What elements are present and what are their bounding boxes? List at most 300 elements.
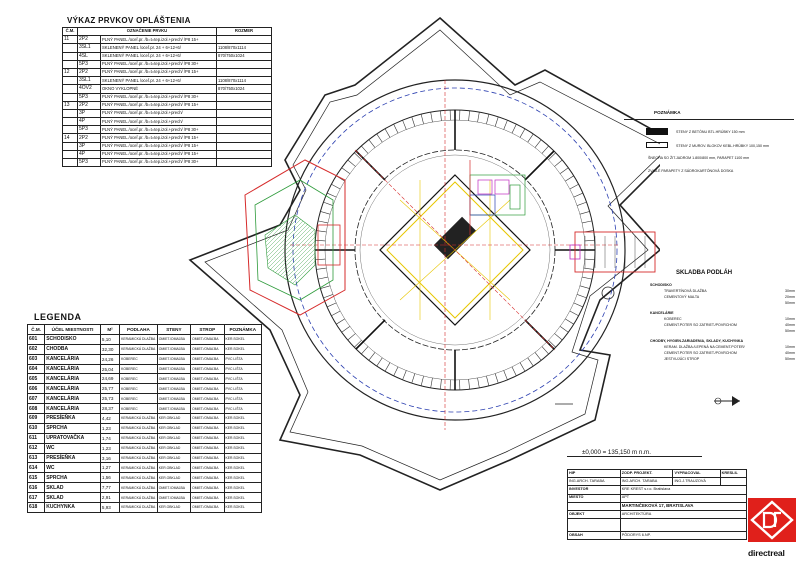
legend-cell: KERAMICKÁ DLAŽBA (120, 463, 158, 473)
skladba-item (650, 317, 795, 321)
vykaz-cell: 2P2 (78, 134, 101, 142)
legend-cell: KANCELÁRIA (45, 354, 101, 364)
legend-cell: 7,77 (100, 483, 119, 493)
legend-cell: OMIET./OMAĽBA (191, 354, 224, 364)
legend-cell: OMIET./OMAĽBA (191, 453, 224, 463)
vykaz-cell: 5P3 (78, 126, 101, 134)
title-block (567, 469, 747, 540)
ring-tick (412, 374, 415, 384)
legend-cell: KER.OBKLAD (157, 414, 190, 424)
vykaz-cell: 2P2 (78, 68, 101, 76)
ring-tick (478, 378, 480, 388)
ring-tick (385, 129, 390, 138)
note-title: POZNÁMKA (654, 110, 681, 115)
vykaz-cell: OKNO VYKLOPNÉ (101, 85, 217, 93)
vykaz-header: Č.M. (63, 28, 78, 36)
note-swatch-block (646, 142, 668, 148)
legend-cell: 608 (28, 404, 45, 414)
logo-text: directreal (748, 548, 785, 558)
note-line: ŠNECHA SO ŽIT.JADROM 1.800/800 mm, PARAPET 1100 mm (648, 156, 750, 160)
skladba-section-title: CHODBY, HYGIEN.ZARIADENIA, SKLADY, KUCHYNKA (650, 339, 744, 343)
legend-cell: SPRCHA (45, 423, 101, 433)
vykaz-cell: PLNÝ PANEL /oceľ.pr. /b=t=tep.izol.+prech/ (101, 118, 217, 126)
ring-tick (431, 112, 433, 122)
ring-tick (555, 334, 563, 340)
ring-tick (431, 378, 433, 388)
legend-cell: KER.SOKEL (224, 453, 262, 463)
vykaz-cell (63, 44, 78, 52)
ring-tick (520, 363, 525, 372)
directreal-logo (748, 498, 796, 558)
ring-tick (412, 117, 415, 127)
legend-cell: OMIET./OMAĽBA (191, 493, 224, 503)
legend-cell: KOBEREC (120, 374, 158, 384)
legend-cell: OMIET./OMAĽBA (157, 404, 190, 414)
ring-tick (361, 347, 368, 354)
ring-tick (377, 134, 383, 142)
ring-tick (421, 114, 423, 124)
skladba-item-label: TRAVERTÍNOVÁ DLAŽBA (664, 289, 707, 293)
skladba-item-label (650, 301, 664, 305)
skladba-item-thickness: 50mm (785, 301, 795, 305)
legend-cell: SKLAD (45, 483, 101, 493)
legend-cell: PRESÍEŇKA (45, 414, 101, 424)
ring-tick (495, 117, 498, 127)
legend-header: POZNÁMKA (224, 325, 262, 335)
north-arrow-icon (712, 392, 744, 410)
vykaz-cell: 2P2 (78, 101, 101, 109)
legend-cell: WC (45, 443, 101, 453)
legend-cell: 1,23 (100, 423, 119, 433)
legend-cell: KERAMICKÁ DLAŽBA (120, 503, 158, 513)
legend-cell: 4,42 (100, 414, 119, 424)
legend-cell: 611 (28, 433, 45, 443)
legend-header: ÚČEL MIESTNOSTI (45, 325, 101, 335)
vykaz-cell: 870/750x1024 (217, 85, 272, 93)
legend-cell: 607 (28, 394, 45, 404)
vykaz-cell: 1108/870x1114 (217, 44, 272, 52)
ring-tick (342, 326, 350, 332)
tb-name: ING.ARCH. TARABA (620, 478, 673, 486)
legend-cell: WC (45, 463, 101, 473)
legend-header: M² (100, 325, 119, 335)
tb-header: HIP (568, 470, 621, 478)
tb-value: ARCHITEKTÚRA (620, 510, 746, 518)
legend-cell: OMIET./OMAĽBA (191, 473, 224, 483)
ring-tick (582, 277, 592, 279)
legend-cell: 614 (28, 463, 45, 473)
legend-cell: OMIET./OMAĽBA (191, 344, 224, 354)
legend-cell: PVC LIŠTA (224, 354, 262, 364)
legend-cell: OMIET./OMAĽBA (191, 384, 224, 394)
legend-cell: OMIET./OMAĽBA (191, 463, 224, 473)
vykaz-cell: 1108/870x1114 (217, 77, 272, 85)
logo-mark-icon (748, 498, 796, 542)
tb-label: INVESTOR (568, 486, 621, 494)
skladba-item-label: KERAM. DLAŽBA /LEPENÁ NA CEMENT.POTER/ (664, 345, 745, 349)
legend-cell: OMIET./OMAĽBA (191, 433, 224, 443)
note-line: ZVISLÉ PARAPETY Z SÁDROKARTÓNOVÁ DOSKA (648, 169, 734, 173)
skladba-item-label: CEMENTOVÝ MALTA (664, 295, 700, 299)
outer-star-outline (190, 18, 660, 490)
skladba-item-thickness: 30mm (785, 289, 795, 293)
legend-cell: KER.OBKLAD (157, 443, 190, 453)
vykaz-cell: SKLENENÝ PANEL /oceľ.pr. 24 + 6+12+6/ (101, 77, 217, 85)
vykaz-cell: SKLENENÝ PANEL /oceľ.pr. 24 + 6+12+6/ (101, 52, 217, 60)
skladba-item (650, 301, 795, 305)
skladba-item (650, 357, 795, 361)
skladba-item-label: CEMENT.POTER SO ZATRIET./POVRCHOM (664, 323, 737, 327)
ring-tick (394, 124, 398, 133)
skladba-list (650, 283, 795, 361)
legend-cell: OMIET./OMAĽBA (157, 334, 190, 344)
legend-cell: 601 (28, 334, 45, 344)
legend-cell: OMIET./OMAĽBA (191, 404, 224, 414)
ring-tick (323, 202, 332, 205)
skladba-item (650, 345, 795, 349)
legend-cell: CHODBA (45, 344, 101, 354)
ring-tick (318, 221, 328, 223)
ring-tick (348, 334, 356, 340)
vykaz-cell: 13 (63, 101, 78, 109)
skladba-item-label: CEMENT.POTER SO ZATRIET./POVRCHOM (664, 351, 737, 355)
vykaz-cell: PLNÝ PANEL /oceľ.pr. /b=t=tep.izol.+prech/ /P8 30+ (101, 60, 217, 68)
vykaz-cell: PLNÝ PANEL /oceľ.pr. /b=t=tep.izol.+prech/ /P8 15+ (101, 68, 217, 76)
legend-cell: KER.SOKEL (224, 463, 262, 473)
legend-cell: OMIET./OMAĽBA (191, 394, 224, 404)
skladba-item (650, 351, 795, 355)
ring-tick (585, 259, 595, 260)
ring-tick (565, 319, 573, 324)
ring-tick (542, 146, 549, 153)
legend-cell: SPRCHA (45, 473, 101, 483)
legend-cell: 25,77 (100, 384, 119, 394)
left-annex (245, 160, 345, 315)
vykaz-header: OZNAČENIE PRVKU (78, 28, 217, 36)
skladba-title: SKLADBA PODLÁH (676, 270, 733, 276)
legend-header: PODLAHA (120, 325, 158, 335)
legend-cell: KER.SOKEL (224, 493, 262, 503)
ring-tick (331, 311, 340, 316)
vykaz-cell: 3P (78, 142, 101, 150)
skladba-item-label (650, 329, 664, 333)
vykaz-cell: PLNÝ PANEL /oceľ.pr. /b=t=tep.izol.+prech/ /P8 15+ (101, 142, 217, 150)
ring-tick (560, 168, 568, 174)
vykaz-cell: 5P3 (78, 93, 101, 101)
skladba-item (650, 289, 795, 293)
ring-tick (512, 367, 516, 376)
legend-cell: KANCELÁRIA (45, 404, 101, 414)
legend-cell: KER.SOKEL (224, 344, 262, 354)
legend-cell: OMIET./OMAĽBA (157, 374, 190, 384)
legend-cell: KERAMICKÁ DLAŽBA (120, 414, 158, 424)
skladba-section-title: KANCELÁRIE (650, 311, 674, 315)
ring-tick (582, 221, 592, 223)
legend-cell: PVC LIŠTA (224, 384, 262, 394)
ring-tick (535, 352, 541, 360)
ring-tick (570, 311, 579, 316)
tb-name (720, 478, 746, 486)
legend-header: Č.M. (28, 325, 45, 335)
vykaz-cell (63, 142, 78, 150)
legend-cell: KOBEREC (120, 354, 158, 364)
legend-cell: 603 (28, 354, 45, 364)
legend-cell: 25,04 (100, 364, 119, 374)
legend-cell: OMIET./OMAĽBA (157, 384, 190, 394)
ring-tick (348, 160, 356, 166)
legend-header: STROP (191, 325, 224, 335)
vykaz-cell: 4P (78, 118, 101, 126)
legend-cell: KUCHYNKA (45, 503, 101, 513)
legend-cell: OMIET./OMAĽBA (191, 423, 224, 433)
legend-cell: 1,56 (100, 473, 119, 483)
legend-cell: OMIET./OMAĽBA (191, 334, 224, 344)
ring-tick (331, 184, 340, 189)
skladba-item-label: JESTVUJÚCI STROP (664, 357, 700, 361)
legend-cell: OMIET./OMAĽBA (157, 493, 190, 503)
legend-cell: 618 (28, 503, 45, 513)
vykaz-cell: 870/750x1024 (217, 52, 272, 60)
ring-tick (403, 120, 407, 129)
ring-tick (315, 240, 325, 241)
skladba-item-thickness: 40mm (785, 351, 795, 355)
legend-cell: 1,27 (100, 463, 119, 473)
vykaz-cell (63, 93, 78, 101)
tb-label: OBJEKT (568, 510, 621, 518)
legend-cell: KANCELÁRIA (45, 394, 101, 404)
skladba-item-label: KOBEREC (664, 317, 682, 321)
tb-label: MIESTO (568, 494, 621, 502)
legend-cell: 602 (28, 344, 45, 354)
ring-tick (504, 371, 508, 380)
legend-cell: 2,91 (100, 493, 119, 503)
tb-value: APT (620, 494, 746, 502)
legend-cell: OMIET./OMAĽBA (157, 344, 190, 354)
legend-cell: KER.OBKLAD (157, 433, 190, 443)
ring-tick (584, 268, 594, 269)
legend-cell: KERAMICKÁ DLAŽBA (120, 493, 158, 503)
legend-cell: 1,23 (100, 443, 119, 453)
vykaz-header: ROZMER (217, 28, 272, 36)
legend-cell: 605 (28, 374, 45, 384)
legend-cell: KER.SOKEL (224, 483, 262, 493)
legend-cell: KOBEREC (120, 364, 158, 374)
ring-tick (560, 326, 568, 332)
ring-tick (512, 124, 516, 133)
legend-cell: KANCELÁRIA (45, 364, 101, 374)
vykaz-cell: PLNÝ PANEL /oceľ.pr. /b=t=tep.izol.+prech/ /P8 30+ (101, 159, 217, 167)
ring-tick (394, 367, 398, 376)
ring-tick (486, 376, 488, 386)
vykaz-cell: PLNÝ PANEL /oceľ.pr. /b=t=tep.izol.+prech/ /P8 15+ (101, 101, 217, 109)
vykaz-cell: PLNÝ PANEL /oceľ.pr. /b=t=tep.izol.+prech/ /P8 15+ (101, 134, 217, 142)
legend-cell: KER.OBKLAD (157, 463, 190, 473)
vykaz-cell: 3P (78, 109, 101, 117)
ring-tick (336, 319, 344, 324)
legend-cell: OMIET./OMAĽBA (157, 483, 190, 493)
vykaz-cell: PLNÝ PANEL /oceľ.pr. /b=t=tep.izol.+prech/ (101, 109, 217, 117)
ring-tick (469, 111, 470, 121)
legend-cell: 613 (28, 453, 45, 463)
ring-tick (327, 193, 336, 197)
legend-cell: OMIET./OMAĽBA (157, 394, 190, 404)
legend-cell: 1,74 (100, 433, 119, 443)
vykaz-cell (63, 126, 78, 134)
vykaz-cell (63, 85, 78, 93)
ring-tick (577, 294, 586, 297)
tb-name: ING.ARCH. TARABA (568, 478, 621, 486)
legend-cell: 32,30 (100, 344, 119, 354)
legend-cell: OMIET./OMAĽBA (191, 374, 224, 384)
legend-cell: 5,93 (100, 503, 119, 513)
legend-cell: KER.OBKLAD (157, 473, 190, 483)
legend-cell: KOBEREC (120, 404, 158, 414)
ring-tick (542, 347, 549, 354)
ring-tick (535, 140, 541, 148)
legend-cell: 615 (28, 473, 45, 483)
vykaz-cell (63, 60, 78, 68)
ring-tick (478, 112, 480, 122)
vykaz-cell: 4P (78, 150, 101, 158)
legend-cell: 24,69 (100, 374, 119, 384)
legend-cell: KERAMICKÁ DLAŽBA (120, 344, 158, 354)
legend-cell: OMIET./OMAĽBA (157, 354, 190, 364)
vykaz-cell (63, 77, 78, 85)
vykaz-cell (63, 159, 78, 167)
legend-cell: KER.OBKLAD (157, 453, 190, 463)
ring-tick (504, 120, 508, 129)
vykaz-cell (63, 109, 78, 117)
note-line: STENY Z BETÓNU BTL.HRÚBKY 150 mm (676, 130, 745, 134)
legend-cell: KER.SOKEL (224, 423, 262, 433)
vykaz-cell: 4SL (78, 52, 101, 60)
legend-cell: 609 (28, 414, 45, 424)
legend-cell: KERAMICKÁ DLAŽBA (120, 443, 158, 453)
vykaz-cell: 5P3 (78, 60, 101, 68)
ring-tick (440, 111, 441, 121)
legend-cell: 612 (28, 443, 45, 453)
ring-tick (377, 358, 383, 366)
ring-tick (369, 140, 375, 148)
vykaz-title: VÝKAZ PRVKOV OPLÁŠTENIA (67, 16, 191, 25)
ring-tick (316, 268, 326, 269)
legend-cell: KER.SOKEL (224, 414, 262, 424)
vykaz-cell: 3SL1 (78, 77, 101, 85)
legend-cell: PVC LIŠTA (224, 374, 262, 384)
ring-tick (528, 358, 534, 366)
ring-tick (585, 240, 595, 241)
vykaz-cell: PLNÝ PANEL /oceľ.pr. /b=t=tep.izol.+prech/ /P8 15+ (101, 36, 217, 44)
ring-tick (574, 303, 583, 307)
legend-cell: KER.SOKEL (224, 334, 262, 344)
vykaz-cell: 14 (63, 134, 78, 142)
ring-tick (342, 168, 350, 174)
ring-tick (440, 379, 441, 389)
skladba-item-thickness: 20mm (785, 295, 795, 299)
ring-tick (421, 376, 423, 386)
skladba-item-thickness: 50mm (785, 357, 795, 361)
ring-tick (327, 303, 336, 307)
skladba-item-thickness: 40mm (785, 323, 795, 327)
ring-tick (369, 352, 375, 360)
vykaz-cell (63, 150, 78, 158)
ring-tick (486, 114, 488, 124)
ring-tick (403, 371, 407, 380)
legend-title: LEGENDA (34, 312, 82, 322)
tb-value: PÔDORYS 6.NP. (620, 532, 746, 540)
vykaz-cell (63, 52, 78, 60)
tb-address: MARTINČEKOVÁ 17, BRATISLAVA (620, 502, 746, 510)
skladba-item (650, 329, 795, 333)
legend-cell: 604 (28, 364, 45, 374)
skladba-section-title: SCHODISKO (650, 283, 672, 287)
tb-header: KRESLIL (720, 470, 746, 478)
ring-tick (318, 277, 328, 279)
legend-cell: KERAMICKÁ DLAŽBA (120, 334, 158, 344)
legend-cell: 3,16 (100, 453, 119, 463)
ring-tick (580, 286, 590, 289)
legend-cell: KER.OBKLAD (157, 423, 190, 433)
ring-tick (528, 134, 534, 142)
legend-cell: 5,10 (100, 334, 119, 344)
ring-tick (385, 363, 390, 372)
ring-tick (361, 146, 368, 153)
legend-cell: KOBEREC (120, 394, 158, 404)
legend-cell: KER.SOKEL (224, 503, 262, 513)
legend-cell: PVC LIŠTA (224, 394, 262, 404)
note-swatch-concrete (646, 128, 668, 135)
legend-cell: OMIET./OMAĽBA (191, 414, 224, 424)
legend-cell: SCHODISKO (45, 334, 101, 344)
legend-cell: KERAMICKÁ DLAŽBA (120, 473, 158, 483)
ring-tick (565, 176, 573, 181)
tb-label: OBSAH (568, 532, 621, 540)
legend-cell: KERAMICKÁ DLAŽBA (120, 433, 158, 443)
ring-tick (520, 129, 525, 138)
ring-tick (577, 202, 586, 205)
legend-cell: KER.SOKEL (224, 433, 262, 443)
legend-cell: 606 (28, 384, 45, 394)
skladba-item-thickness: 50mm (785, 329, 795, 333)
legend-cell: KERAMICKÁ DLAŽBA (120, 423, 158, 433)
skladba-item-thickness: 10mm (785, 317, 795, 321)
legend-cell: KER.SOKEL (224, 443, 262, 453)
legend-cell: KERAMICKÁ DLAŽBA (120, 483, 158, 493)
ring-tick (574, 193, 583, 197)
legend-cell: OMIET./OMAĽBA (157, 364, 190, 374)
legend-cell: OMIET./OMAĽBA (191, 364, 224, 374)
legend-cell: OMIET./OMAĽBA (191, 443, 224, 453)
ring-tick (320, 211, 330, 214)
legend-cell: UPRATOVAČKA (45, 433, 101, 443)
legend-cell: KER.SOKEL (224, 473, 262, 483)
legend-cell: PVC LIŠTA (224, 404, 262, 414)
legend-cell: SKLAD (45, 493, 101, 503)
legend-cell: PVC LIŠTA (224, 364, 262, 374)
note-line: STENY Z MUROV. BLOKOV KEBL.HRÚBKY 100,150 mm (676, 144, 770, 148)
legend-cell: 616 (28, 483, 45, 493)
ring-tick (495, 374, 498, 384)
vykaz-cell: PLNÝ PANEL /oceľ.pr. /b=t=tep.izol.+prech/ /P8 30+ (101, 93, 217, 101)
legend-cell: PRESÍEŇKA (45, 453, 101, 463)
legend-header: STENY (157, 325, 190, 335)
legend-cell: KOBEREC (120, 384, 158, 394)
skladba-item (650, 323, 795, 327)
skladba-item-thickness: 10mm (785, 345, 795, 349)
vykaz-cell: 5P3 (78, 159, 101, 167)
legend-cell: OMIET./OMAĽBA (191, 483, 224, 493)
ring-tick (469, 379, 470, 389)
